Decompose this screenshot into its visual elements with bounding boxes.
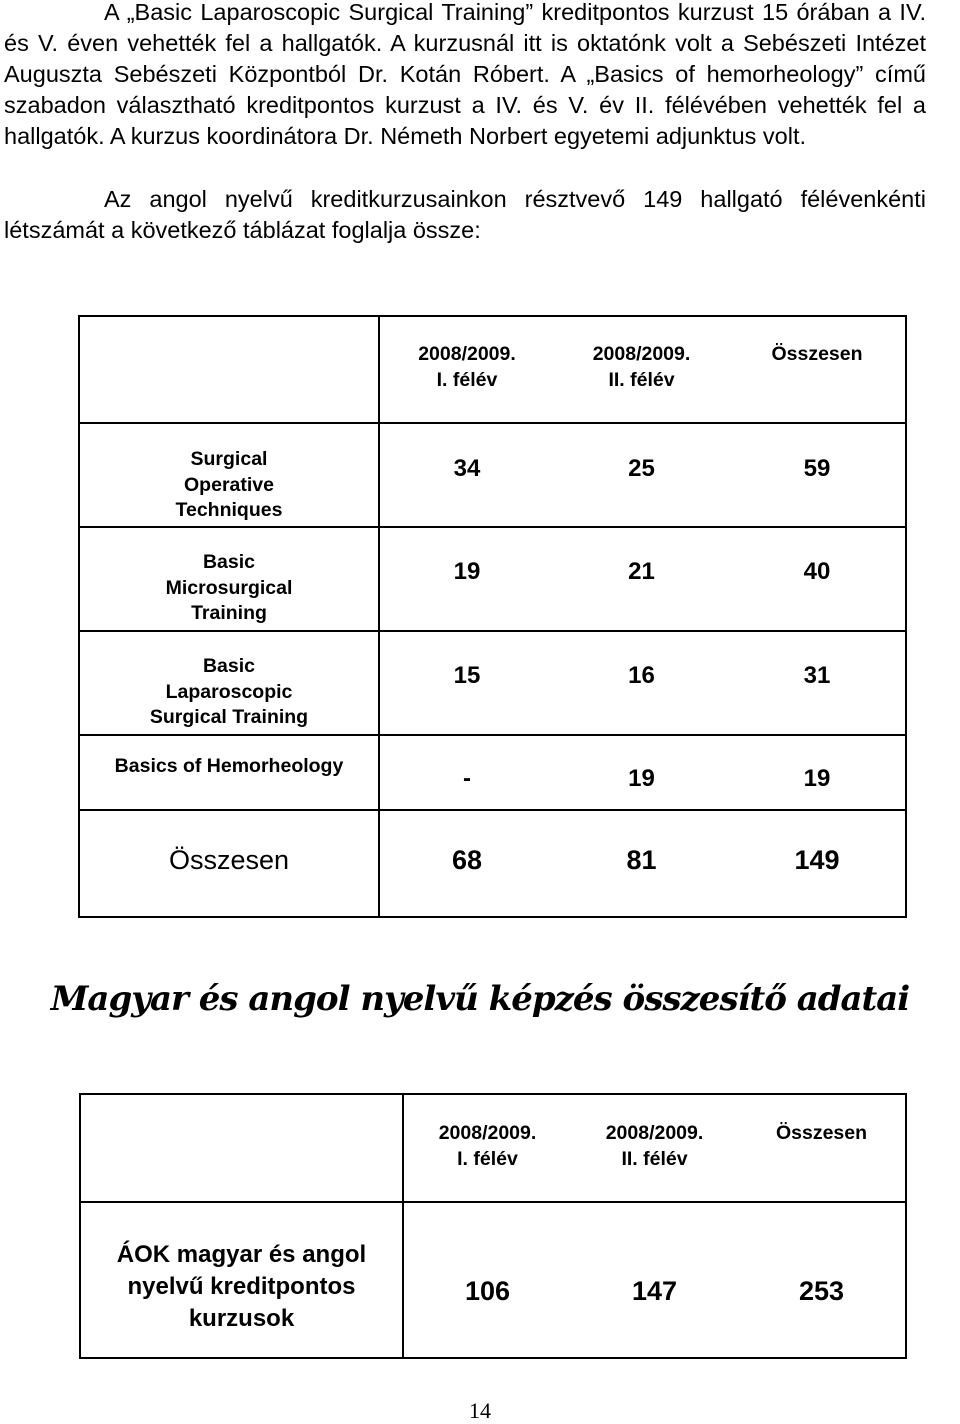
table-cell: 34 xyxy=(379,423,554,527)
table-cell: 40 xyxy=(729,527,906,631)
row-label: Basic Microsurgical Training xyxy=(79,527,379,631)
table-cell: 25 xyxy=(554,423,729,527)
row-label: Basics of Hemorheology xyxy=(79,735,379,810)
table-row xyxy=(79,423,906,527)
table-cell: 19 xyxy=(554,735,729,810)
table-cell: 106 xyxy=(403,1202,571,1358)
table-row xyxy=(79,527,906,631)
table-total-row xyxy=(79,810,906,917)
total-cell: 149 xyxy=(729,810,906,917)
header-semester-2: 2008/2009. II. félév xyxy=(592,343,691,391)
table-row xyxy=(79,735,906,810)
total-cell: 81 xyxy=(554,810,729,917)
table-row xyxy=(80,1202,906,1358)
table-cell: - xyxy=(379,735,554,810)
header-total: Összesen xyxy=(775,1122,868,1144)
table-cell: 15 xyxy=(379,631,554,735)
table-cell: 19 xyxy=(729,735,906,810)
total-cell: 68 xyxy=(379,810,554,917)
table-row xyxy=(79,631,906,735)
table-header-row xyxy=(79,316,906,423)
header-semester-1: 2008/2009. I. félév xyxy=(418,343,516,391)
page-number: 14 xyxy=(469,1398,491,1423)
table-cell: 19 xyxy=(379,527,554,631)
total-label: Összesen xyxy=(79,810,379,917)
table-cell: 59 xyxy=(729,423,906,527)
table-cell: 253 xyxy=(738,1202,906,1358)
table-cell: 16 xyxy=(554,631,729,735)
table-header-row xyxy=(80,1094,906,1202)
header-semester-1: 2008/2009. I. félév xyxy=(438,1122,537,1170)
row-label: Surgical Operative Techniques xyxy=(79,423,379,527)
summary-table xyxy=(79,1093,907,1359)
header-empty-cell xyxy=(79,316,379,423)
paragraph-course-description: A „Basic Laparoscopic Surgical Training” kreditpontos kurzust 15 órában a IV. és V. éven vehették fel a hallgatók. A kurzusnál itt is oktatónk volt a Sebészeti Intézet Auguszta Sebészeti Központból Dr. Kotán Róbert. A „Basics of hemorheology” című szabadon választható kreditpontos kurzust a IV. és V. év II. félévében vehették fel a hallgatók. A kurzus koordinátora Dr. Németh Norbert egyetemi adjunktus volt. xyxy=(4,0,926,149)
paragraph-table-intro: Az angol nyelvű kreditkurzusainkon résztvevő 149 hallgató félévenkénti létszámát a következő táblázat foglalja össze: xyxy=(4,186,926,243)
row-label: ÁOK magyar és angol nyelvű kreditpontos kurzusok xyxy=(80,1202,403,1358)
header-total: Összesen xyxy=(771,343,863,365)
table-cell: 31 xyxy=(729,631,906,735)
table-cell: 147 xyxy=(571,1202,738,1358)
section-heading: Magyar és angol nyelvű képzés összesítő adatai xyxy=(50,979,910,1019)
header-empty-cell xyxy=(80,1094,403,1202)
english-courses-table xyxy=(78,315,907,918)
row-label: Basic Laparoscopic Surgical Training xyxy=(79,631,379,735)
table-cell: 21 xyxy=(554,527,729,631)
header-semester-2: 2008/2009. II. félév xyxy=(605,1122,704,1170)
